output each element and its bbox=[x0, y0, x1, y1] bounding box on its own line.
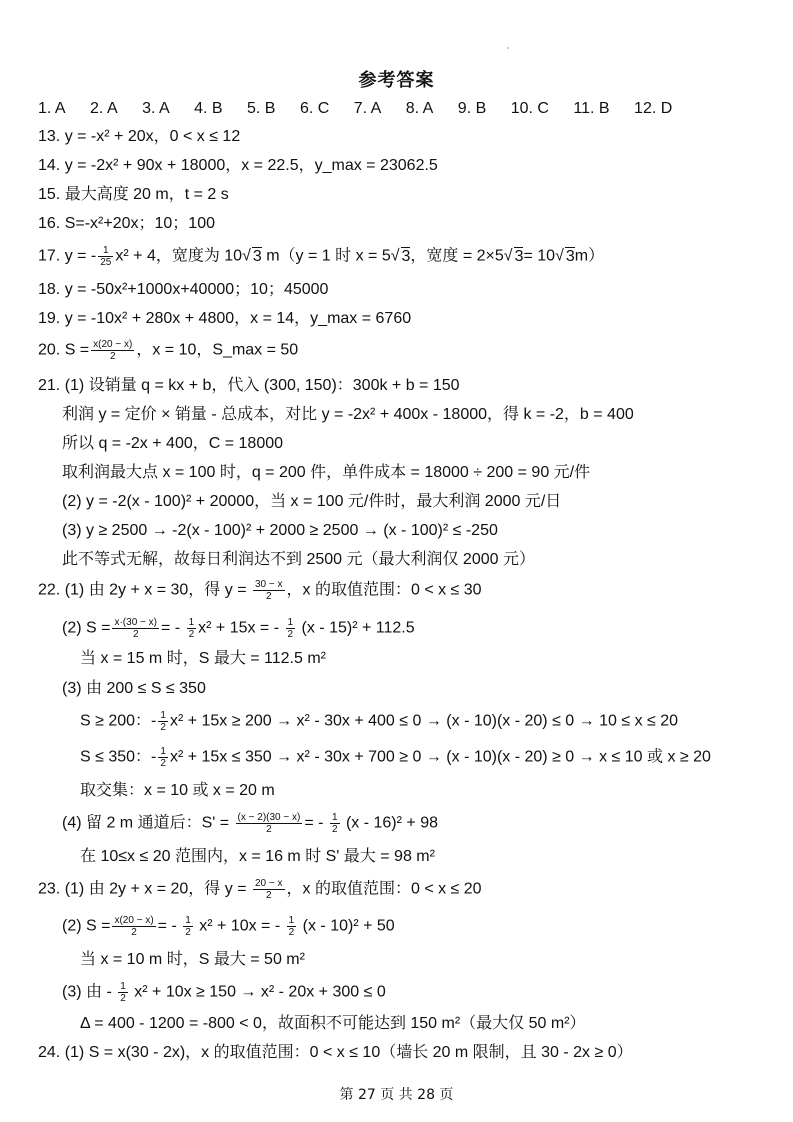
mc-8: 8. A bbox=[405, 100, 434, 117]
answer-19: 19. y = -10x² + 280x + 4800，x = 14，y_max = 6760 bbox=[38, 310, 412, 327]
fraction: $\frac{30 - x}{2}$ bbox=[255, 579, 283, 602]
fraction: $\frac{1}{2}$ bbox=[288, 915, 295, 938]
answer-22-2: (2) S = $\frac{x\cdot(30 - x)}{2}$ = - $\frac{1}{2}$ x² + 15x = - $\frac{1}{2}$ (x - 15)² + 112.5 bbox=[62, 617, 415, 640]
fraction: $\frac{x(20 - x)}{2}$ bbox=[93, 339, 133, 362]
mc-10: 10. C bbox=[510, 100, 549, 117]
mc-2: 2. A bbox=[90, 100, 118, 117]
mc-5: 5. B bbox=[247, 100, 276, 117]
mc-6: 6. C bbox=[299, 100, 330, 117]
fraction: $\frac{1}{2}$ bbox=[188, 617, 195, 640]
answer-24-1: 24. (1) S = x(30 - 2x)，x 的取值范围：0 < x ≤ 10（墙长 20 m 限制，且 30 - 2x ≥ 0） bbox=[38, 1044, 633, 1061]
fraction: $\frac{(x - 2)(30 - x)}{2}$ bbox=[237, 812, 301, 835]
fraction: $\frac{1}{2}$ bbox=[331, 812, 338, 835]
answer-18: 18. y = -50x²+1000x+40000；10；45000 bbox=[38, 281, 329, 298]
answer-20: 20. S = $\frac{x(20 - x)}{2}$ ，x = 10，S_max = 50 bbox=[38, 339, 299, 362]
answer-14: 14. y = -2x² + 90x + 18000，x = 22.5，y_max = 23062.5 bbox=[38, 157, 438, 174]
page-footer: 第 27 页 共 28 页 bbox=[339, 1087, 454, 1103]
answer-21-3-conclusion: 此不等式无解，故每日利润达不到 2500 元（最大利润仅 2000 元） bbox=[62, 551, 535, 568]
answer-22-3: (3) 由 200 ≤ S ≤ 350 bbox=[62, 680, 206, 697]
fraction: $\frac{x(20 - x)}{2}$ bbox=[114, 915, 154, 938]
mc-9: 9. B bbox=[457, 100, 487, 117]
answer-23-3: (3) 由 - $\frac{1}{2}$ x² + 10x ≥ 150 → x² - 20x + 300 ≤ 0 bbox=[62, 981, 386, 1004]
mc-12: 12. D bbox=[634, 100, 673, 117]
scan-dot bbox=[507, 47, 509, 49]
answer-23-2-max: 当 x = 10 m 时，S 最大 = 50 m² bbox=[80, 951, 305, 968]
answer-21-1-result: 所以 q = -2x + 400，C = 18000 bbox=[62, 435, 284, 452]
fraction: $\frac{1}{2}$ bbox=[160, 710, 166, 733]
fraction: $\frac{20 - x}{2}$ bbox=[255, 878, 283, 901]
fraction: $\frac{1}{2}$ bbox=[120, 981, 126, 1004]
fraction: $\frac{1}{25}$ bbox=[100, 245, 112, 268]
answer-23-1: 23. (1) 由 2y + x = 20，得 y = $\frac{20 - x}{2}$ ，x 的取值范围：0 < x ≤ 20 bbox=[38, 878, 482, 901]
answer-23-2: (2) S = $\frac{x(20 - x)}{2}$ = - $\frac{1}{2}$ x² + 10x = - $\frac{1}{2}$ (x - 10)² + 50 bbox=[62, 915, 395, 938]
mc-1: 1. A bbox=[38, 100, 66, 117]
page-title: 参考答案 bbox=[358, 70, 435, 91]
answer-15: 15. 最大高度 20 m，t = 2 s bbox=[38, 186, 229, 203]
answer-22-3-a: S ≥ 200：- $\frac{1}{2}$ x² + 15x ≥ 200 → x² - 30x + 400 ≤ 0 → (x - 10)(x - 20) ≤ 0 → 10 ≤ x ≤ 20 bbox=[80, 710, 679, 733]
answer-21-1-cost: 取利润最大点 x = 100 时，q = 200 件，单件成本 = 18000 ÷ 200 = 90 元/件 bbox=[62, 464, 591, 481]
mc-11: 11. B bbox=[573, 100, 610, 117]
answer-21-2: (2) y = -2(x - 100)² + 20000，当 x = 100 元/件时，最大利润 2000 元/日 bbox=[62, 493, 562, 510]
answer-21-1: 21. (1) 设销量 q = kx + b，代入 (300, 150)：300k + b = 150 bbox=[38, 377, 460, 394]
fraction: $\frac{x\cdot(30 - x)}{2}$ bbox=[114, 617, 157, 640]
answer-23-3-discriminant: Δ = 400 - 1200 = -800 < 0，故面积不可能达到 150 m²（最大仅 50 m²） bbox=[80, 1015, 586, 1032]
answer-21-3: (3) y ≥ 2500 → -2(x - 100)² + 2000 ≥ 2500 → (x - 100)² ≤ -250 bbox=[62, 522, 498, 539]
fraction: $\frac{1}{2}$ bbox=[160, 746, 166, 769]
mc-7: 7. A bbox=[353, 100, 382, 117]
mc-3: 3. A bbox=[142, 100, 170, 117]
fraction: $\frac{1}{2}$ bbox=[185, 915, 191, 938]
answer-22-4: (4) 留 2 m 通道后：S' = $\frac{(x - 2)(30 - x)}{2}$ = - $\frac{1}{2}$ (x - 16)² + 98 bbox=[62, 812, 438, 835]
answer-13: 13. y = -x² + 20x，0 < x ≤ 12 bbox=[38, 128, 241, 145]
mc-answers bbox=[38, 98, 692, 120]
answer-22-2-max: 当 x = 15 m 时，S 最大 = 112.5 m² bbox=[80, 650, 327, 667]
answer-21-1-profit: 利润 y = 定价 × 销量 - 总成本，对比 y = -2x² + 400x - 18000，得 k = -2，b = 400 bbox=[62, 406, 634, 423]
answer-22-1: 22. (1) 由 2y + x = 30，得 y = $\frac{30 - x}{2}$ ，x 的取值范围：0 < x ≤ 30 bbox=[38, 579, 482, 602]
fraction: $\frac{1}{2}$ bbox=[287, 617, 294, 640]
answer-22-3-b: S ≤ 350：- $\frac{1}{2}$ x² + 15x ≤ 350 → x² - 30x + 700 ≥ 0 → (x - 10)(x - 20) ≥ 0 → x ≤ 10 或 x ≥ 20 bbox=[80, 746, 711, 769]
answer-22-4-max: 在 10≤x ≤ 20 范围内，x = 16 m 时 S' 最大 = 98 m² bbox=[80, 848, 435, 865]
answer-16: 16. S=-x²+20x；10；100 bbox=[38, 215, 215, 232]
mc-4: 4. B bbox=[194, 100, 223, 117]
answer-17: 17. y = - $\frac{1}{25}$ x² + 4，宽度为 10√ 3 m（y = 1 时 x = 5√ 3，宽度 = 2×5√ 3= 10√ 3m） bbox=[38, 245, 605, 268]
answer-22-3-intersection: 取交集：x = 10 或 x = 20 m bbox=[80, 782, 275, 799]
